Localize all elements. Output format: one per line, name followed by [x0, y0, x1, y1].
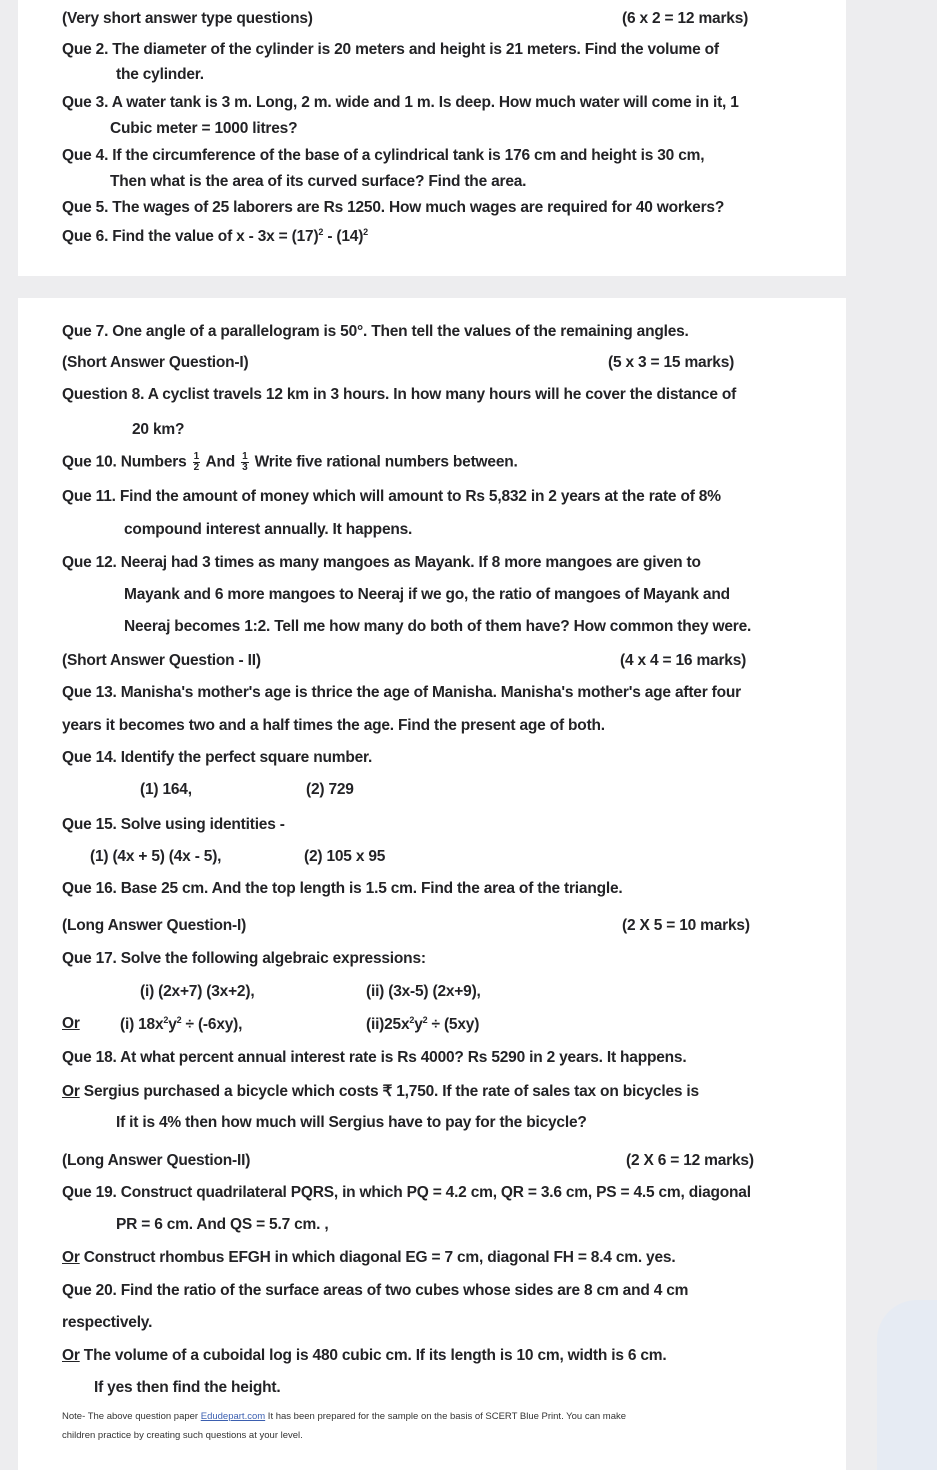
question-5: Que 5. The wages of 25 laborers are Rs 1250. How much wages are required for 40 workers? — [62, 199, 725, 216]
question-20-line-1: Que 20. Find the ratio of the surface areas of two cubes whose sides are 8 cm and 4 cm — [62, 1282, 689, 1299]
section-heading-short-2: (Short Answer Question - II) — [62, 652, 261, 669]
section-marks-short-1: (5 x 3 = 15 marks) — [608, 354, 735, 371]
question-14: Que 14. Identify the perfect square number. — [62, 749, 373, 766]
question-4-line-1: Que 4. If the circumference of the base of a cylindrical tank is 176 cm and height is 30 cm, — [62, 147, 705, 164]
question-12-line-3: Neeraj becomes 1:2. Tell me how many do both of them have? How common they were. — [124, 618, 752, 635]
section-marks-very-short: (6 x 2 = 12 marks) — [622, 10, 749, 27]
edudepart-link[interactable]: Edudepart.com — [200, 1411, 266, 1422]
question-11-line-2: compound interest annually. It happens. — [124, 521, 413, 538]
question-6: Que 6. Find the value of $x - 3x = (17)^2 - (14)^2$ — [62, 227, 368, 246]
section-marks-short-2: (4 x 4 = 16 marks) — [620, 652, 747, 669]
section-heading-short-1: (Short Answer Question-I) — [62, 354, 249, 371]
question-17-part-ii: (ii) (3x-5) (2x+9), — [366, 983, 481, 1000]
question-2-line-2: the cylinder. — [116, 66, 204, 83]
question-14-option-2: (2) 729 — [306, 781, 354, 798]
question-13-line-1: Que 13. Manisha's mother's age is thrice the age of Manisha. Manisha's mother's age after four — [62, 684, 741, 701]
question-20-or-line-1: Or The volume of a cuboidal log is 480 cubic cm. If its length is 10 cm, width is 6 cm. — [62, 1347, 667, 1364]
question-15: Que 15. Solve using identities - — [62, 816, 285, 833]
question-12-line-2: Mayank and 6 more mangoes to Neeraj if we go, the ratio of mangoes of Mayank and — [124, 586, 730, 603]
footer-note-line-1: Note- The above question paper Edudepart.com It has been prepared for the sample on the basis of SCERT Blue Print. You can make — [62, 1411, 627, 1422]
question-2-line-1: Que 2. The diameter of the cylinder is 20 meters and height is 21 meters. Find the volume of — [62, 41, 719, 58]
section-marks-long-2: (2 X 6 = 12 marks) — [626, 1152, 754, 1169]
question-20-line-2: respectively. — [62, 1314, 153, 1331]
question-8-line-2: 20 km? — [132, 421, 185, 438]
question-11-line-1: Que 11. Find the amount of money which will amount to Rs 5,832 in 2 years at the rate of 8% — [62, 488, 721, 505]
fraction-one-third: $\frac{1}{3}$ — [242, 451, 248, 473]
question-10: Que 10. Numbers $\frac{1}{2}$ And $\frac{1}{3}$ Write five rational numbers between. — [62, 451, 518, 473]
question-18-or-line-1: Or Sergius purchased a bicycle which costs ₹ 1,750. If the rate of sales tax on bicycles is — [62, 1083, 699, 1100]
question-8-line-1: Question 8. A cyclist travels 12 km in 3 hours. In how many hours will he cover the distance of — [62, 386, 737, 403]
question-18: Que 18. At what percent annual interest rate is Rs 4000? Rs 5290 in 2 years. It happens. — [62, 1049, 687, 1066]
or-label-17: Or — [62, 1015, 80, 1032]
question-14-option-1: (1) 164, — [140, 781, 192, 798]
question-17-part-i: (i) (2x+7) (3x+2), — [140, 983, 255, 1000]
section-marks-long-1: (2 X 5 = 10 marks) — [622, 917, 750, 934]
question-17: Que 17. Solve the following algebraic expressions: — [62, 950, 426, 967]
question-15-option-1: (1) (4x + 5) (4x - 5), — [90, 848, 222, 865]
question-19-or: Or Construct rhombus EFGH in which diagonal EG = 7 cm, diagonal FH = 8.4 cm. yes. — [62, 1249, 676, 1266]
question-18-or-line-2: If it is 4% then how much will Sergius have to pay for the bicycle? — [116, 1114, 587, 1131]
section-heading-long-2: (Long Answer Question-II) — [62, 1152, 251, 1169]
question-4-line-2: Then what is the area of its curved surface? Find the area. — [110, 173, 527, 190]
question-16: Que 16. Base 25 cm. And the top length is 1.5 cm. Find the area of the triangle. — [62, 880, 623, 897]
question-17-or-part-ii: $(ii)25x^2y^2 \div (5xy)$ — [366, 1015, 480, 1034]
fraction-one-half: $\frac{1}{2}$ — [193, 451, 199, 473]
question-7: Que 7. One angle of a parallelogram is 50°. Then tell the values of the remaining angles. — [62, 323, 689, 340]
question-19-line-2: PR = 6 cm. And QS = 5.7 cm. , — [116, 1216, 329, 1233]
question-12-line-1: Que 12. Neeraj had 3 times as many mangoes as Mayank. If 8 more mangoes are given to — [62, 554, 701, 571]
question-15-option-2: (2) 105 x 95 — [304, 848, 386, 865]
footer-note-line-2: children practice by creating such questions at your level. — [62, 1430, 303, 1441]
question-3-line-1: Que 3. A water tank is 3 m. Long, 2 m. wide and 1 m. Is deep. How much water will come in it, 1 — [62, 94, 739, 111]
background-blob — [877, 1300, 937, 1470]
section-heading-long-1: (Long Answer Question-I) — [62, 917, 247, 934]
section-heading-very-short: (Very short answer type questions) — [62, 10, 313, 27]
question-19-line-1: Que 19. Construct quadrilateral PQRS, in which PQ = 4.2 cm, QR = 3.6 cm, PS = 4.5 cm, diagonal — [62, 1184, 751, 1201]
question-3-line-2: Cubic meter = 1000 litres? — [110, 120, 298, 137]
question-17-or-part-i: (i) $18x^2y^2 \div (-6xy)$, — [120, 1015, 243, 1034]
question-20-or-line-2: If yes then find the height. — [94, 1379, 281, 1396]
question-13-line-2: years it becomes two and a half times the age. Find the present age of both. — [62, 717, 605, 734]
